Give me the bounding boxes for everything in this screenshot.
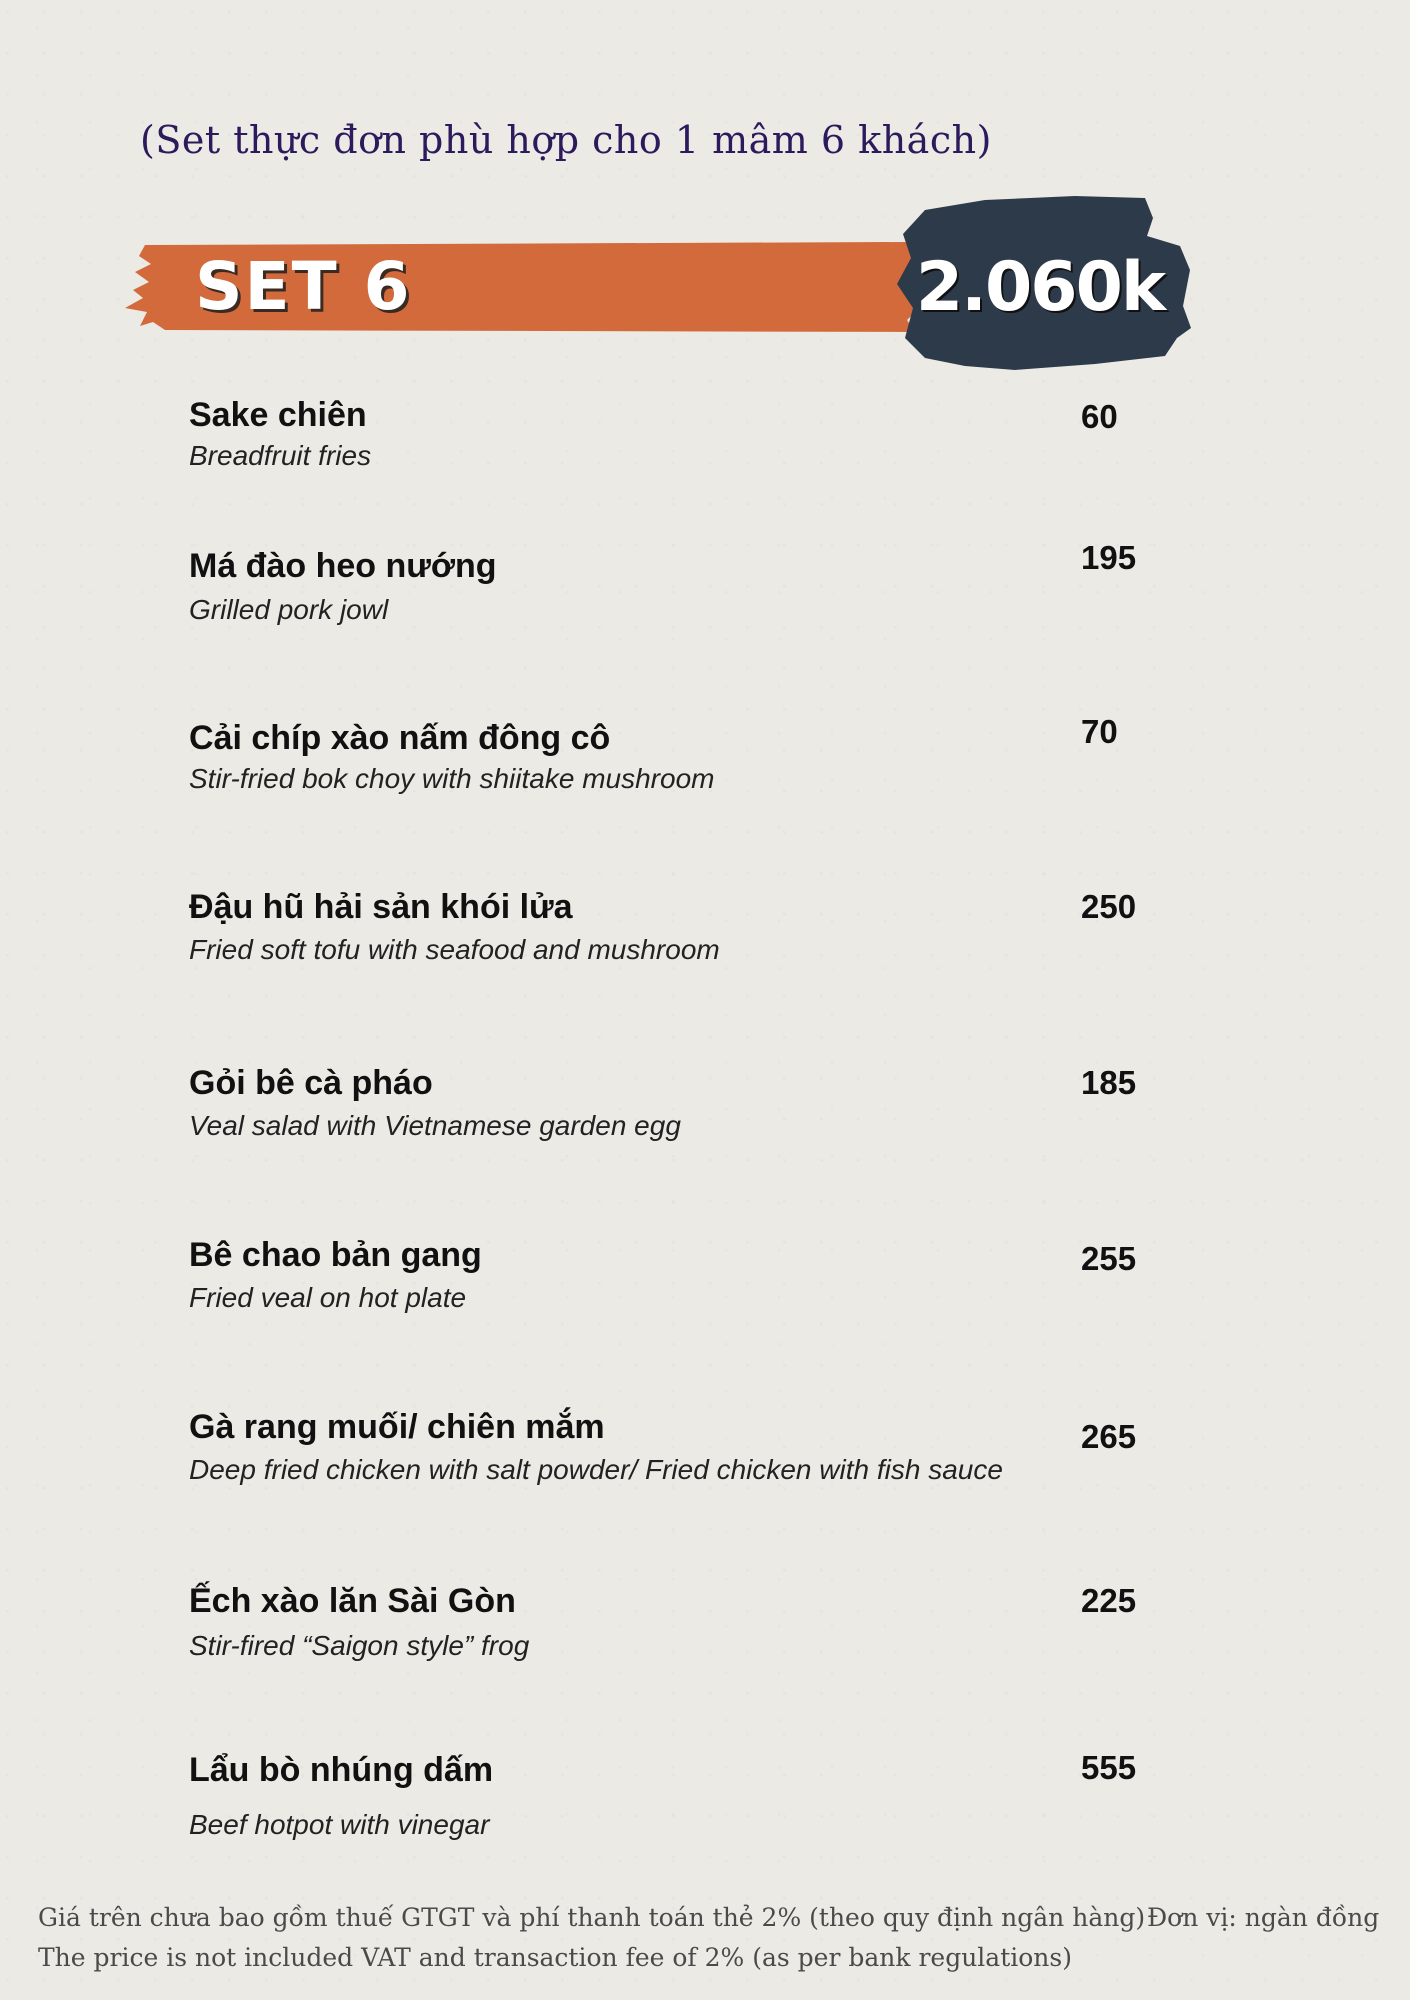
item-price: 555 xyxy=(1081,1749,1137,1786)
item-name: Lẩu bò nhúng dấm xyxy=(189,1751,494,1789)
item-name: Ếch xào lăn Sài Gòn xyxy=(189,1582,516,1620)
menu-subtitle: (Set thực đơn phù hợp cho 1 mâm 6 khách) xyxy=(140,118,992,162)
item-description: Fried soft tofu with seafood and mushroom xyxy=(189,934,720,965)
item-description: Beef hotpot with vinegar xyxy=(189,1809,490,1840)
item-name: Cải chíp xào nấm đông cô xyxy=(189,719,611,757)
item-price: 70 xyxy=(1081,713,1118,750)
item-description: Grilled pork jowl xyxy=(189,594,389,625)
item-description: Breadfruit fries xyxy=(189,440,372,471)
item-price: 185 xyxy=(1081,1064,1137,1101)
item-price: 225 xyxy=(1081,1582,1137,1619)
footer-unit-note: Đơn vị: ngàn đồng xyxy=(1147,1903,1380,1932)
set-price: 2.060k xyxy=(915,248,1165,327)
set-title: SET 6 xyxy=(195,248,412,325)
item-description: Stir-fried bok choy with shiitake mushroom xyxy=(189,763,715,794)
item-name: Má đào heo nướng xyxy=(189,547,497,585)
item-name: Sake chiên xyxy=(189,396,367,434)
item-name: Bê chao bản gang xyxy=(189,1236,482,1274)
item-description: Fried veal on hot plate xyxy=(189,1282,467,1313)
item-description: Stir-fired “Saigon style” frog xyxy=(189,1630,530,1661)
item-name: Gỏi bê cà pháo xyxy=(189,1064,433,1102)
item-name: Đậu hũ hải sản khói lửa xyxy=(189,888,573,926)
item-price: 265 xyxy=(1081,1418,1137,1455)
item-price: 255 xyxy=(1081,1240,1137,1277)
item-price: 250 xyxy=(1081,888,1137,925)
item-description: Veal salad with Vietnamese garden egg xyxy=(189,1110,681,1141)
footer-note-english: The price is not included VAT and transaction fee of 2% (as per bank regulations) xyxy=(38,1943,1072,1972)
item-price: 195 xyxy=(1081,539,1137,576)
item-name: Gà rang muối/ chiên mắm xyxy=(189,1408,605,1446)
item-price: 60 xyxy=(1081,398,1118,435)
footer-note-vietnamese: Giá trên chưa bao gồm thuế GTGT và phí thanh toán thẻ 2% (theo quy định ngân hàng) xyxy=(38,1903,1146,1932)
item-description: Deep fried chicken with salt powder/ Fried chicken with fish sauce xyxy=(189,1454,1003,1485)
